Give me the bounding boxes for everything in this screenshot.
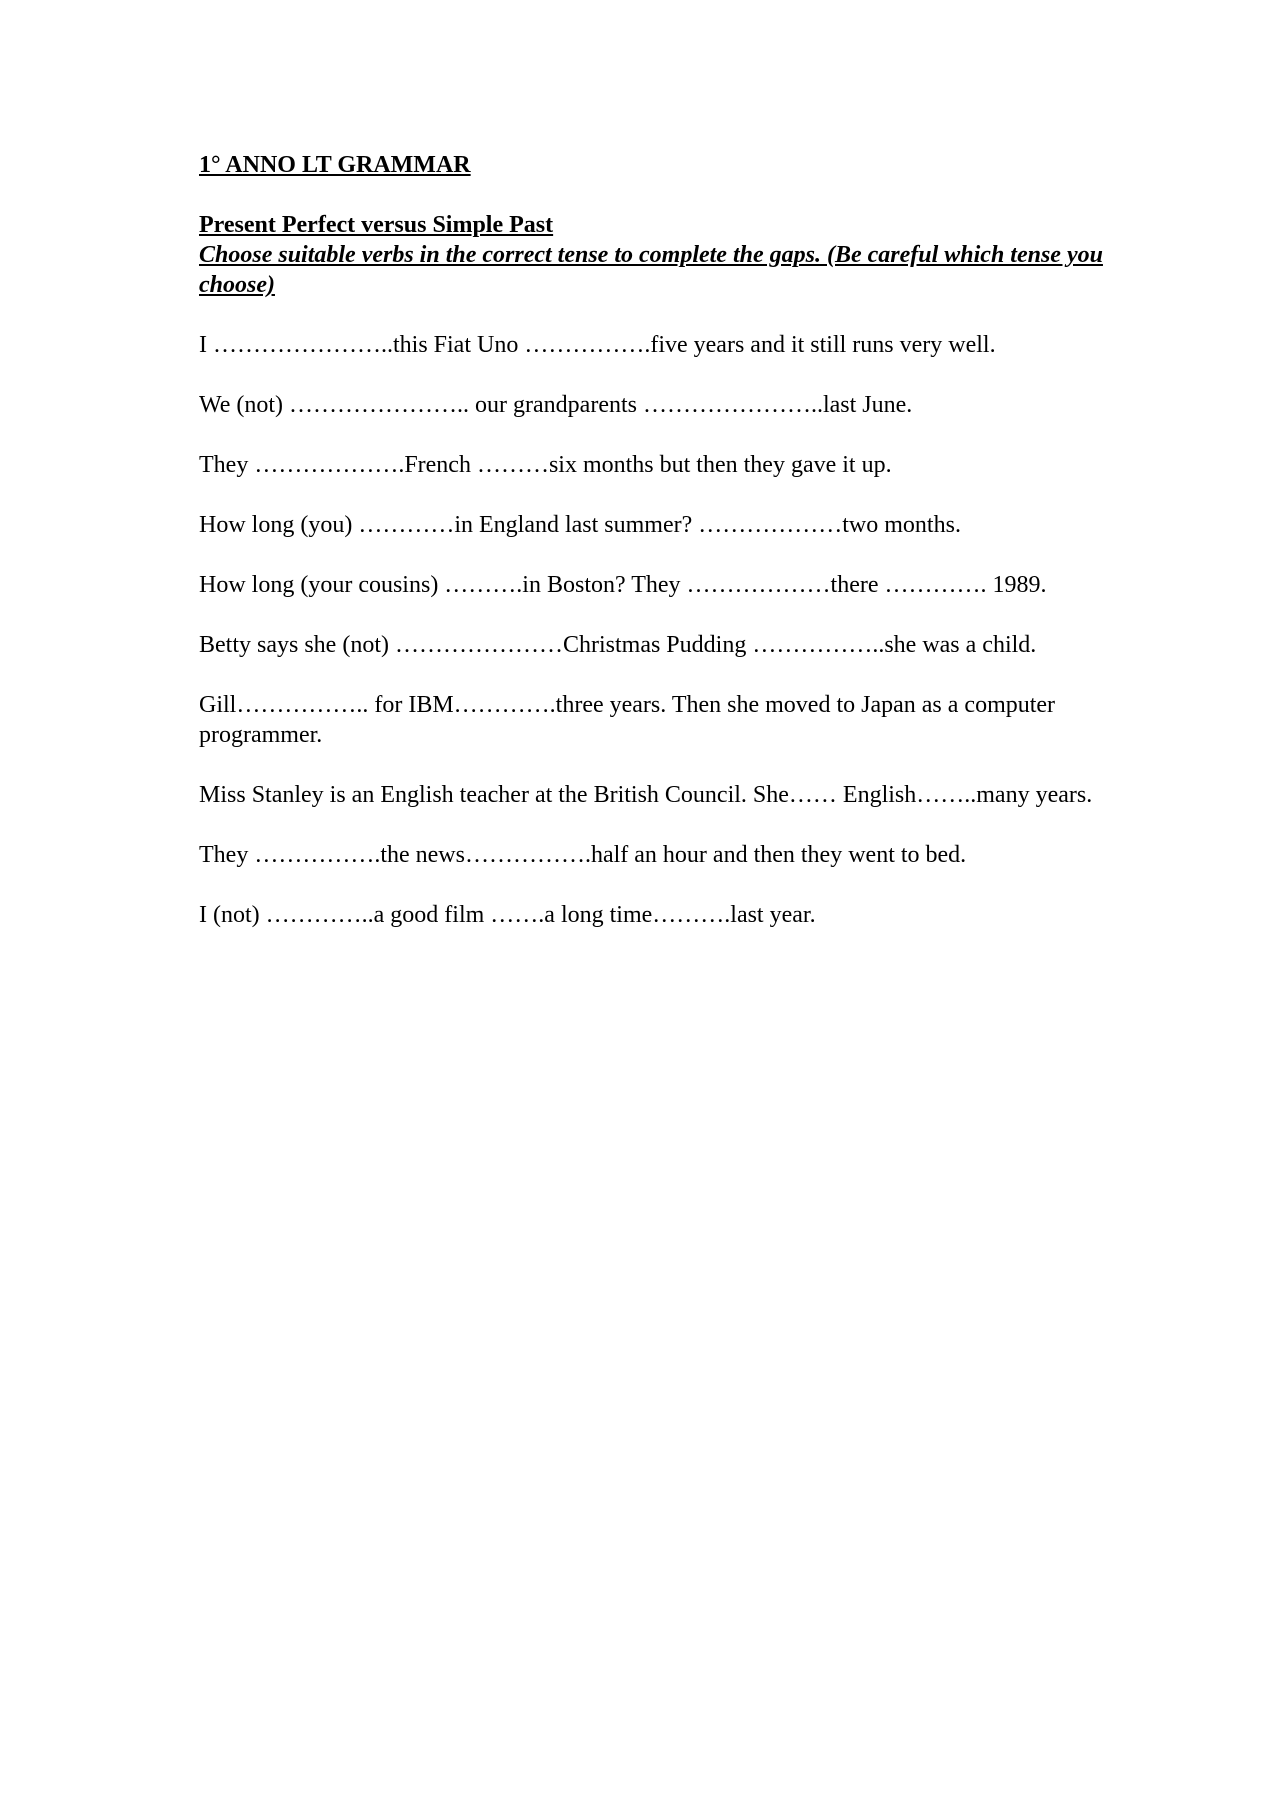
exercise-sentence: We (not) ………………….. our grandparents …………………..last June. [199,392,913,418]
exercise-sentence-list [199,330,1139,930]
exercise-sentence: I …………………..this Fiat Uno …………….five years and it still runs very well. [199,332,996,358]
exercise-sentence: How long (you) …………in England last summer? ………………two months. [199,512,961,538]
exercise-sentence: They ……………….French ………six months but then they gave it up. [199,452,892,478]
exercise-sentence: How long (your cousins) ……….in Boston? They ………………there …………. 1989. [199,572,1047,598]
exercise-sentence: They …………….the news…………….half an hour and then they went to bed. [199,842,967,868]
exercise-sentence: Betty says she (not) …………………Christmas Pudding ……………..she was a child. [199,632,1037,658]
section-title: Present Perfect versus Simple Past [199,212,554,238]
exercise-sentence: I (not) …………..a good film …….a long time……….last year. [199,902,816,928]
document-title: 1° ANNO LT GRAMMAR [199,152,471,178]
exercise-sentence: Gill…………….. for IBM………….three years. Then she moved to Japan as a computer programmer. [199,692,1056,748]
worksheet-content [199,150,1139,960]
exercise-sentence: Miss Stanley is an English teacher at the British Council. She…… English……..many years. [199,782,1093,808]
exercise-instructions: Choose suitable verbs in the correct tense to complete the gaps. (Be careful which tense you choose) [199,242,1103,298]
